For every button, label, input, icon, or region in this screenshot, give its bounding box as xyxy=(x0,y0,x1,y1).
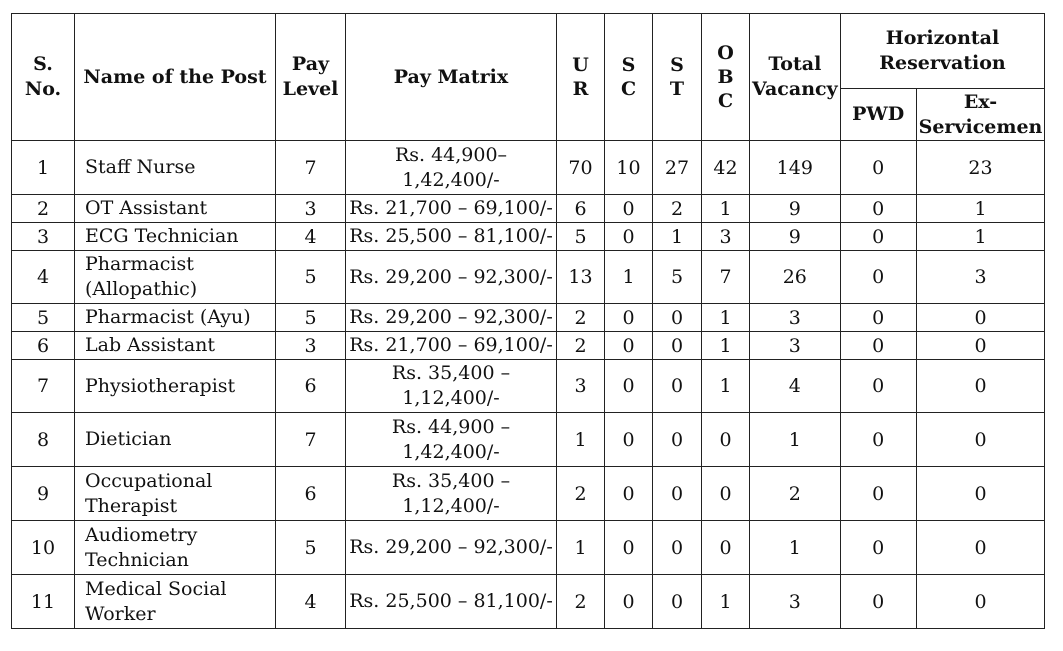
header-ur-line2: R xyxy=(572,78,589,100)
cell-level: 4 xyxy=(276,223,346,251)
cell-name-line: Worker xyxy=(85,602,156,625)
cell-sc: 0 xyxy=(605,223,653,251)
cell-sno: 2 xyxy=(12,195,75,223)
cell-level: 6 xyxy=(276,467,346,521)
cell-total: 2 xyxy=(750,467,841,521)
cell-name xyxy=(75,223,276,251)
cell-name-line: OT Assistant xyxy=(85,197,208,219)
cell-exs: 1 xyxy=(916,223,1045,251)
cell-st: 0 xyxy=(653,413,702,467)
header-pwd: PWD xyxy=(840,89,916,141)
cell-total: 1 xyxy=(750,521,841,575)
cell-sc: 1 xyxy=(605,251,653,304)
header-horizontal-line1: Horizontal xyxy=(885,27,1000,49)
cell-matrix-line: Rs. 29,200 – 92,300/- xyxy=(349,265,553,288)
cell-obc: 3 xyxy=(702,223,750,251)
cell-level: 3 xyxy=(276,332,346,360)
cell-matrix-line: Rs. 25,500 – 81,100/- xyxy=(349,225,553,247)
cell-exs: 23 xyxy=(916,141,1045,195)
table-row xyxy=(12,413,1045,467)
cell-ur: 1 xyxy=(557,413,605,467)
cell-st: 0 xyxy=(653,360,702,413)
cell-exs: 0 xyxy=(916,304,1045,332)
cell-pwd: 0 xyxy=(840,575,916,629)
cell-matrix-line: Rs. 29,200 – 92,300/- xyxy=(349,306,553,328)
cell-obc: 0 xyxy=(702,521,750,575)
cell-obc: 1 xyxy=(702,332,750,360)
table-row xyxy=(12,360,1045,413)
header-ur-line1: U xyxy=(572,54,589,76)
table-row xyxy=(12,467,1045,521)
cell-obc: 1 xyxy=(702,575,750,629)
header-horizontal-line2: Reservation xyxy=(879,52,1006,74)
cell-st: 0 xyxy=(653,521,702,575)
cell-name-line: Lab Assistant xyxy=(85,334,216,356)
cell-ur: 2 xyxy=(557,304,605,332)
header-total-line2: Vacancy xyxy=(752,78,838,100)
cell-sc: 0 xyxy=(605,360,653,413)
cell-obc: 7 xyxy=(702,251,750,304)
table-row xyxy=(12,304,1045,332)
cell-pwd: 0 xyxy=(840,304,916,332)
cell-ur: 13 xyxy=(557,251,605,304)
cell-name xyxy=(75,141,276,195)
cell-matrix xyxy=(346,521,557,575)
cell-matrix-line: 1,12,400/- xyxy=(402,494,500,517)
cell-matrix xyxy=(346,223,557,251)
cell-sno: 11 xyxy=(12,575,75,629)
cell-matrix-line: 1,12,400/- xyxy=(402,387,500,409)
cell-ur: 2 xyxy=(557,332,605,360)
header-sno-line2: No. xyxy=(24,78,62,100)
header-pay-matrix: Pay Matrix xyxy=(346,14,557,141)
cell-name-line: Occupational xyxy=(85,469,213,492)
cell-sc: 10 xyxy=(605,141,653,195)
cell-name xyxy=(75,413,276,467)
header-pay-level xyxy=(276,14,346,141)
cell-matrix-line: 1,42,400/- xyxy=(402,168,500,191)
cell-total: 1 xyxy=(750,413,841,467)
cell-matrix xyxy=(346,575,557,629)
header-exs-line2: Servicemen xyxy=(918,115,1043,138)
cell-matrix-line: Rs. 44,900 – xyxy=(391,415,511,438)
cell-obc: 0 xyxy=(702,467,750,521)
table-row xyxy=(12,195,1045,223)
cell-total: 4 xyxy=(750,360,841,413)
cell-level: 7 xyxy=(276,413,346,467)
table-row xyxy=(12,332,1045,360)
header-st xyxy=(653,14,702,141)
cell-sno: 4 xyxy=(12,251,75,304)
cell-name-line: Medical Social xyxy=(85,577,227,600)
header-sc xyxy=(605,14,653,141)
cell-sc: 0 xyxy=(605,304,653,332)
cell-st: 1 xyxy=(653,223,702,251)
header-sno xyxy=(12,14,75,141)
cell-name-line: Staff Nurse xyxy=(85,156,196,178)
cell-name-line: Therapist xyxy=(85,494,178,517)
cell-ur: 6 xyxy=(557,195,605,223)
cell-sc: 0 xyxy=(605,195,653,223)
cell-name-line: Pharmacist xyxy=(85,253,194,275)
cell-name-line: Dietician xyxy=(85,428,172,450)
header-exs xyxy=(916,89,1045,141)
cell-obc: 0 xyxy=(702,413,750,467)
cell-obc: 1 xyxy=(702,360,750,413)
header-horizontal xyxy=(840,14,1045,89)
cell-matrix xyxy=(346,360,557,413)
cell-pwd: 0 xyxy=(840,223,916,251)
cell-sc: 0 xyxy=(605,467,653,521)
cell-matrix-line: Rs. 21,700 – 69,100/- xyxy=(349,197,553,219)
cell-exs: 0 xyxy=(916,360,1045,413)
cell-matrix xyxy=(346,467,557,521)
cell-matrix xyxy=(346,141,557,195)
cell-name-line: Physiotherapist xyxy=(85,374,236,397)
cell-pwd: 0 xyxy=(840,467,916,521)
cell-st: 0 xyxy=(653,467,702,521)
cell-st: 2 xyxy=(653,195,702,223)
cell-name xyxy=(75,575,276,629)
cell-ur: 70 xyxy=(557,141,605,195)
cell-level: 7 xyxy=(276,141,346,195)
cell-matrix-line: Rs. 44,900– xyxy=(394,143,508,166)
cell-ur: 5 xyxy=(557,223,605,251)
cell-level: 5 xyxy=(276,521,346,575)
cell-ur: 2 xyxy=(557,467,605,521)
cell-name xyxy=(75,521,276,575)
header-st-line1: S xyxy=(670,54,684,76)
cell-name xyxy=(75,304,276,332)
cell-matrix xyxy=(346,304,557,332)
cell-ur: 1 xyxy=(557,521,605,575)
cell-total: 9 xyxy=(750,223,841,251)
cell-exs: 0 xyxy=(916,413,1045,467)
header-obc-line1: O xyxy=(717,42,734,64)
table-row xyxy=(12,223,1045,251)
cell-sc: 0 xyxy=(605,521,653,575)
header-pay-level-line1: Pay xyxy=(291,53,330,75)
header-total xyxy=(750,14,841,141)
cell-pwd: 0 xyxy=(840,360,916,413)
cell-sno: 7 xyxy=(12,360,75,413)
cell-sc: 0 xyxy=(605,575,653,629)
cell-sno: 10 xyxy=(12,521,75,575)
cell-st: 5 xyxy=(653,251,702,304)
header-exs-line1: Ex- xyxy=(963,90,998,113)
table-row xyxy=(12,141,1045,195)
cell-matrix-line: 1,42,400/- xyxy=(402,440,500,463)
header-sc-line2: C xyxy=(620,78,637,100)
cell-ur: 2 xyxy=(557,575,605,629)
header-obc-line2: B xyxy=(717,66,734,88)
cell-total: 3 xyxy=(750,575,841,629)
cell-st: 0 xyxy=(653,575,702,629)
vacancy-table-body xyxy=(12,141,1045,629)
vacancy-table xyxy=(11,13,1045,629)
cell-matrix-line: Rs. 29,200 – 92,300/- xyxy=(349,536,553,558)
table-row xyxy=(12,521,1045,575)
header-pay-level-line2: Level xyxy=(282,78,339,100)
cell-st: 0 xyxy=(653,304,702,332)
cell-sno: 3 xyxy=(12,223,75,251)
table-row xyxy=(12,251,1045,304)
cell-name-line: Technician xyxy=(85,548,189,571)
cell-st: 27 xyxy=(653,141,702,195)
table-row xyxy=(12,575,1045,629)
cell-sno: 6 xyxy=(12,332,75,360)
cell-pwd: 0 xyxy=(840,141,916,195)
cell-name-line: Audiometry xyxy=(85,523,198,546)
header-name: Name of the Post xyxy=(75,14,276,141)
cell-level: 5 xyxy=(276,251,346,304)
cell-name xyxy=(75,360,276,413)
cell-pwd: 0 xyxy=(840,195,916,223)
cell-exs: 0 xyxy=(916,575,1045,629)
cell-matrix-line: Rs. 35,400 – xyxy=(391,469,511,492)
truncated-text-line xyxy=(11,640,1051,651)
cell-sc: 0 xyxy=(605,332,653,360)
cell-exs: 3 xyxy=(916,251,1045,304)
cell-ur: 3 xyxy=(557,360,605,413)
header-ur xyxy=(557,14,605,141)
cell-name xyxy=(75,251,276,304)
cell-obc: 1 xyxy=(702,304,750,332)
cell-exs: 0 xyxy=(916,332,1045,360)
cell-sno: 5 xyxy=(12,304,75,332)
cell-total: 149 xyxy=(750,141,841,195)
header-total-line1: Total xyxy=(768,53,822,75)
cell-sno: 8 xyxy=(12,413,75,467)
cell-exs: 0 xyxy=(916,521,1045,575)
cell-total: 3 xyxy=(750,304,841,332)
cell-st: 0 xyxy=(653,332,702,360)
cell-name xyxy=(75,195,276,223)
cell-exs: 1 xyxy=(916,195,1045,223)
cell-matrix xyxy=(346,251,557,304)
cell-pwd: 0 xyxy=(840,251,916,304)
cell-matrix-line: Rs. 25,500 – 81,100/- xyxy=(349,590,553,612)
header-obc-line3: C xyxy=(717,90,734,112)
cell-obc: 42 xyxy=(702,141,750,195)
cell-pwd: 0 xyxy=(840,413,916,467)
cell-matrix xyxy=(346,195,557,223)
cell-name-line: ECG Technician xyxy=(85,225,239,247)
cell-total: 26 xyxy=(750,251,841,304)
cell-level: 5 xyxy=(276,304,346,332)
cell-matrix xyxy=(346,332,557,360)
cell-exs: 0 xyxy=(916,467,1045,521)
cell-pwd: 0 xyxy=(840,332,916,360)
cell-sno: 9 xyxy=(12,467,75,521)
cell-total: 3 xyxy=(750,332,841,360)
cell-sc: 0 xyxy=(605,413,653,467)
header-st-line2: T xyxy=(669,78,685,100)
cell-matrix xyxy=(346,413,557,467)
cell-matrix-line: Rs. 21,700 – 69,100/- xyxy=(349,334,553,356)
cell-name-line: (Allopathic) xyxy=(85,278,198,300)
cell-name-line: Pharmacist (Ayu) xyxy=(85,306,251,328)
cell-level: 3 xyxy=(276,195,346,223)
header-obc xyxy=(702,14,750,141)
cell-matrix-line: Rs. 35,400 – xyxy=(391,362,511,384)
cell-level: 6 xyxy=(276,360,346,413)
cell-obc: 1 xyxy=(702,195,750,223)
header-sno-line1: S. xyxy=(33,53,53,75)
cell-sno: 1 xyxy=(12,141,75,195)
header-sc-line1: S xyxy=(621,54,636,76)
cell-pwd: 0 xyxy=(840,521,916,575)
cell-name xyxy=(75,467,276,521)
cell-name xyxy=(75,332,276,360)
cell-level: 4 xyxy=(276,575,346,629)
cell-total: 9 xyxy=(750,195,841,223)
